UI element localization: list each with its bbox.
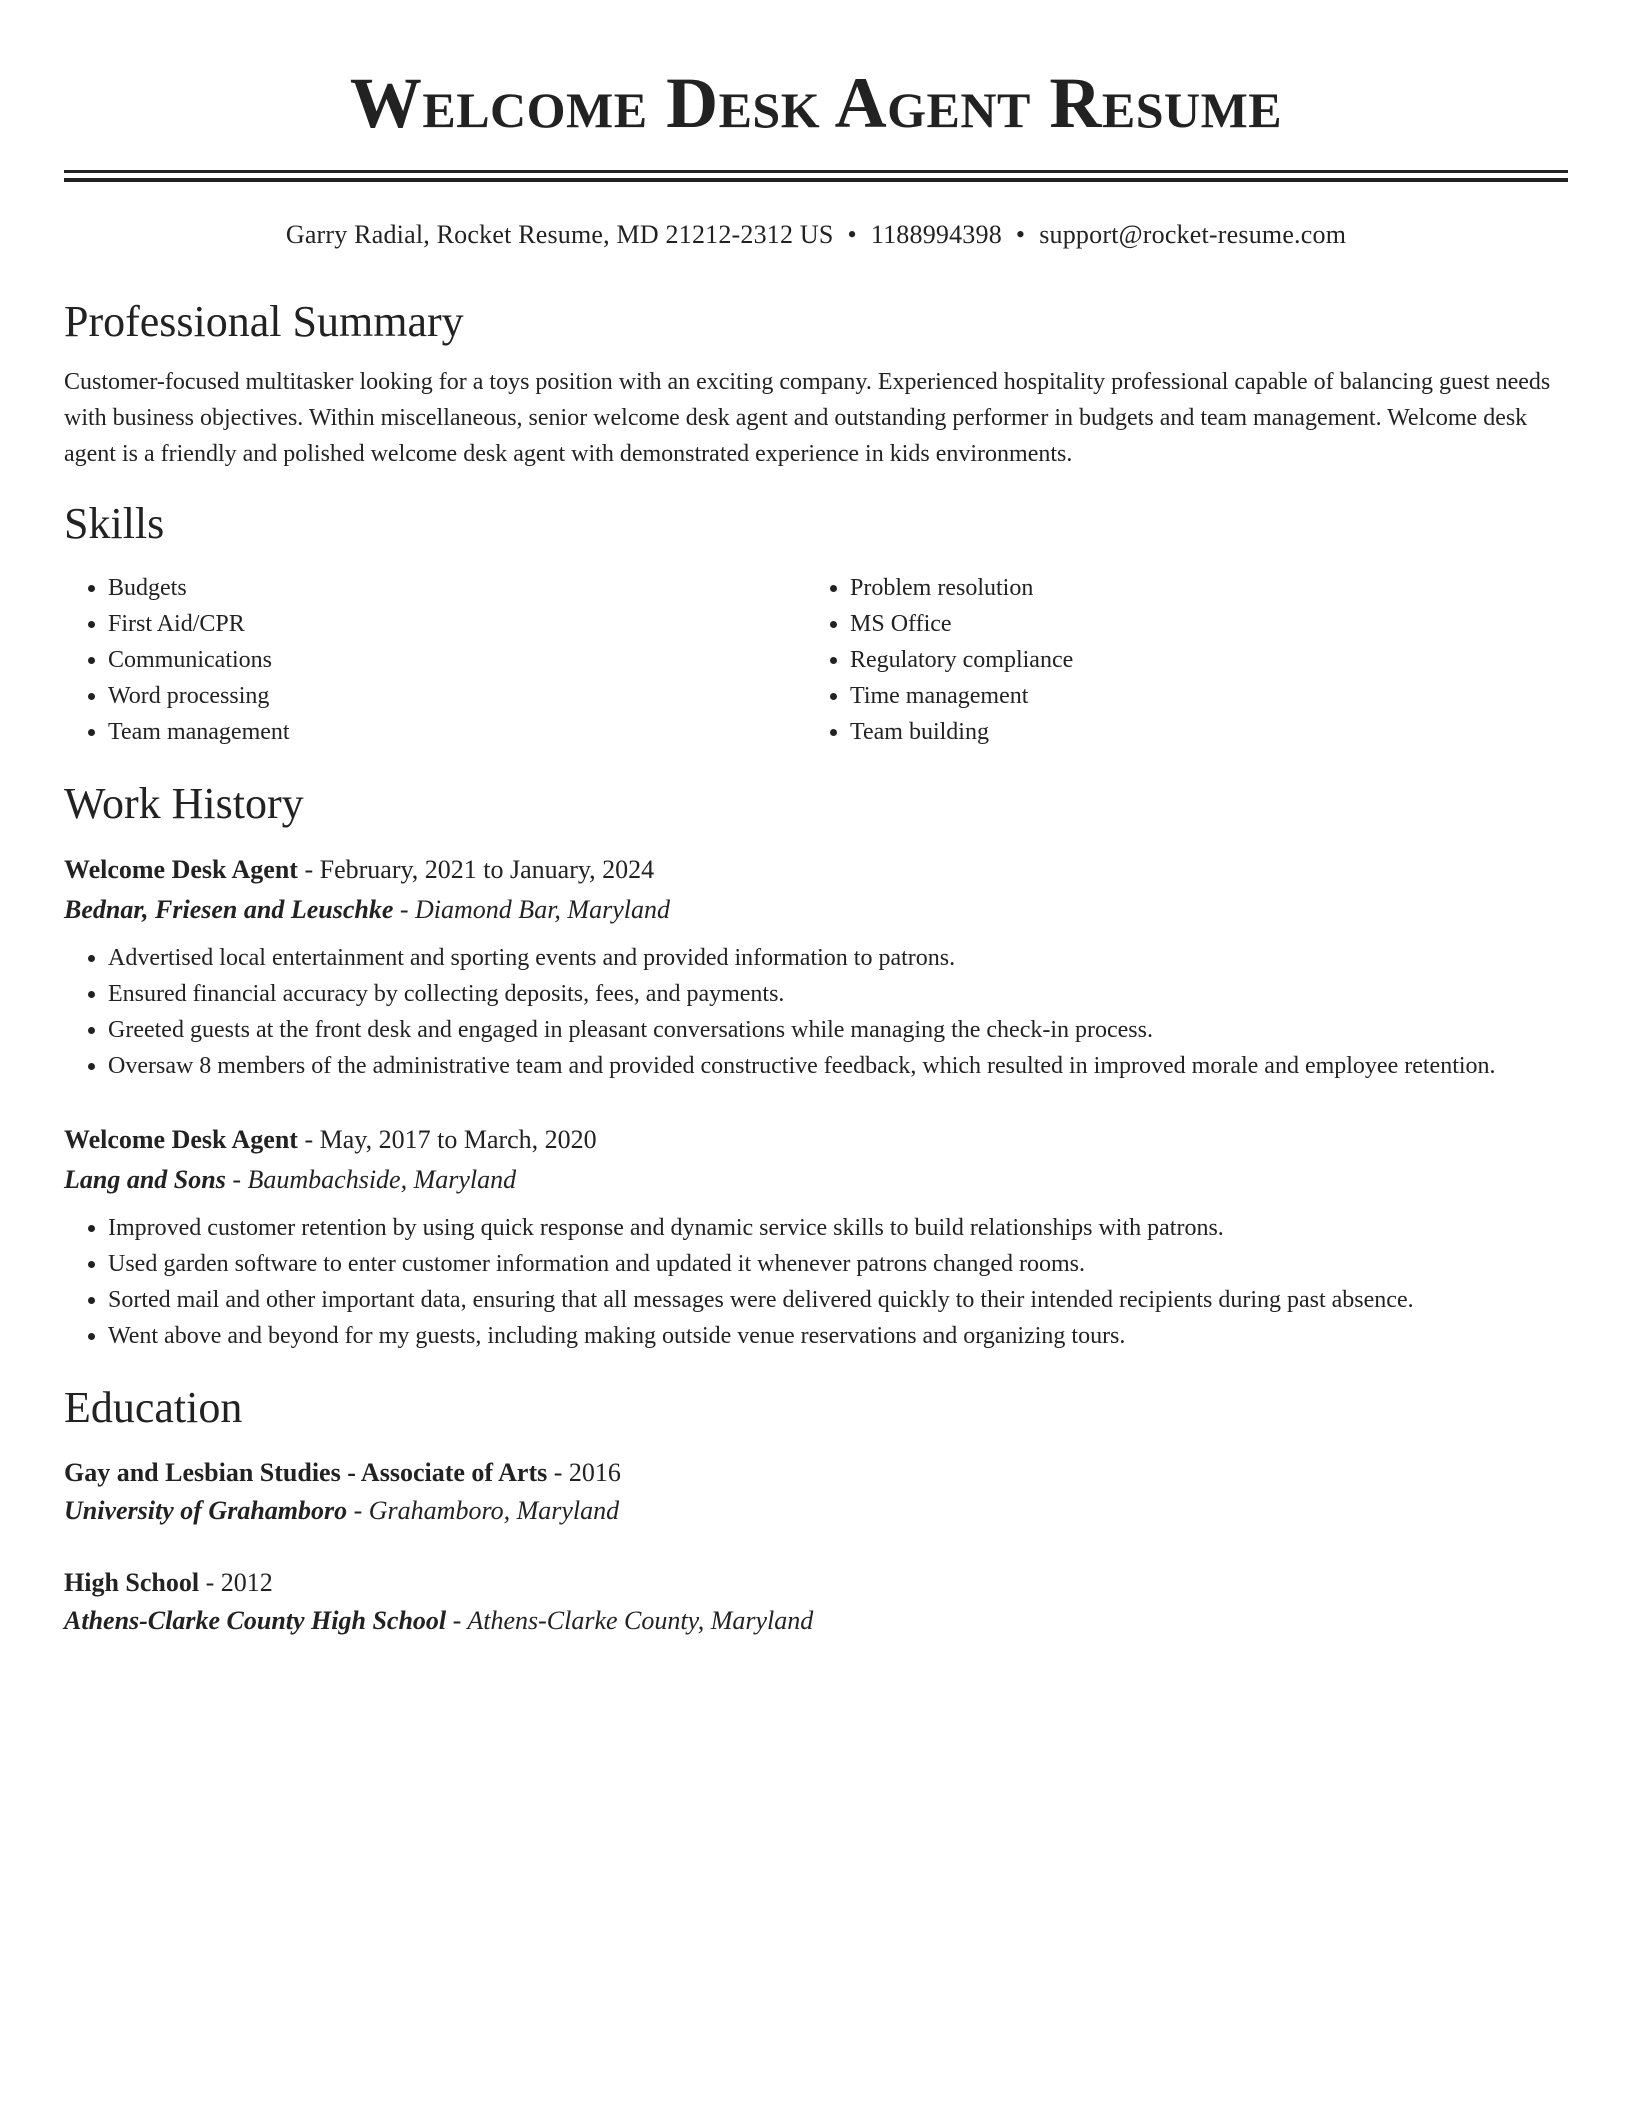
job-dates: - May, 2017 to March, 2020 xyxy=(297,1125,597,1154)
skills-heading: Skills xyxy=(64,499,165,548)
page-title: Welcome Desk Agent Resume xyxy=(349,63,1283,143)
company-name: Lang and Sons xyxy=(64,1165,226,1194)
job-entry xyxy=(64,850,1568,1084)
education-heading: Education xyxy=(64,1383,243,1432)
job-bullet: • Oversaw 8 members of the administrative team and provided constructive feedback, which resulted in improved morale and employee retention. xyxy=(108,1048,1568,1084)
degree-year: - 2016 xyxy=(547,1458,621,1487)
job-bullet: • Used garden software to enter customer information and updated it whenever patrons changed rooms. xyxy=(108,1246,1568,1282)
contact-phone: 1188994398 xyxy=(870,220,1002,249)
school-location: - Athens-Clarke County, Maryland xyxy=(446,1606,814,1635)
degree-year: - 2012 xyxy=(199,1568,273,1597)
job-bullet: • Greeted guests at the front desk and engaged in pleasant conversations while managing the check-in process. xyxy=(108,1012,1568,1048)
degree-name: High School xyxy=(64,1568,200,1597)
degree-line xyxy=(64,1454,1568,1492)
school-name: Athens-Clarke County High School xyxy=(64,1606,447,1635)
school-line xyxy=(64,1492,1568,1530)
summary-text: Customer-focused multitasker looking for a toys position with an exciting company. Experienced hospitality professional capable of balancing guest needs with business objectives. Within miscellaneous, senior welcome desk agent and outstanding performer in budgets and team management. Welcome desk agent is a friendly and polished welcome desk agent with demonstrated experience in kids environments. xyxy=(64,369,1551,467)
school-location: - Grahamboro, Maryland xyxy=(347,1496,620,1525)
degree-line xyxy=(64,1564,1568,1602)
job-bullets xyxy=(64,1210,1568,1354)
title-rule-top xyxy=(64,170,1568,173)
job-bullet: • Improved customer retention by using quick response and dynamic service skills to build relationships with patrons. xyxy=(108,1210,1568,1246)
skill-item: • MS Office xyxy=(850,606,1548,642)
company-line xyxy=(64,890,1568,930)
job-bullet: • Sorted mail and other important data, ensuring that all messages were delivered quickly to their intended recipients during past absence. xyxy=(108,1282,1568,1318)
skill-item: • Team building xyxy=(850,714,1548,750)
job-entry xyxy=(64,1120,1568,1354)
job-bullet: • Went above and beyond for my guests, including making outside venue reservations and organizing tours. xyxy=(108,1318,1568,1354)
skills-list-right xyxy=(806,570,1548,750)
job-bullet: • Advertised local entertainment and sporting events and provided information to patrons. xyxy=(108,940,1568,976)
contact-separator: • xyxy=(1015,220,1026,249)
education-entry xyxy=(64,1454,1568,1530)
contact-address: Garry Radial, Rocket Resume, MD 21212-2312 US xyxy=(285,220,834,249)
company-line xyxy=(64,1160,1568,1200)
company-location: - Diamond Bar, Maryland xyxy=(393,895,670,924)
company-name: Bednar, Friesen and Leuschke xyxy=(64,895,394,924)
contact-line xyxy=(64,218,1568,252)
skill-item: • Team management xyxy=(108,714,806,750)
job-title-line xyxy=(64,1120,1568,1160)
job-title: Welcome Desk Agent xyxy=(64,1125,298,1154)
skill-item: • Regulatory compliance xyxy=(850,642,1548,678)
skill-item: • Communications xyxy=(108,642,806,678)
skill-item: • First Aid/CPR xyxy=(108,606,806,642)
company-location: - Baumbachside, Maryland xyxy=(225,1165,517,1194)
work-history-heading: Work History xyxy=(64,779,304,828)
job-bullet: • Ensured financial accuracy by collecting deposits, fees, and payments. xyxy=(108,976,1568,1012)
skills-list-left xyxy=(64,570,806,750)
contact-email: support@rocket-resume.com xyxy=(1039,220,1347,249)
skill-item: • Word processing xyxy=(108,678,806,714)
job-title-line xyxy=(64,850,1568,890)
degree-name: Gay and Lesbian Studies - Associate of Arts xyxy=(64,1458,548,1487)
job-dates: - February, 2021 to January, 2024 xyxy=(297,855,655,884)
education-entry xyxy=(64,1564,1568,1640)
title-rule-bottom xyxy=(64,178,1568,182)
skills-columns xyxy=(64,570,1568,750)
contact-separator: • xyxy=(847,220,857,249)
job-bullets xyxy=(64,940,1568,1084)
school-name: University of Grahamboro xyxy=(64,1496,348,1525)
job-title: Welcome Desk Agent xyxy=(64,855,298,884)
skill-item: • Problem resolution xyxy=(850,570,1548,606)
skill-item: • Time management xyxy=(850,678,1548,714)
skill-item: • Budgets xyxy=(108,570,806,606)
school-line xyxy=(64,1602,1568,1640)
summary-heading: Professional Summary xyxy=(64,297,464,346)
